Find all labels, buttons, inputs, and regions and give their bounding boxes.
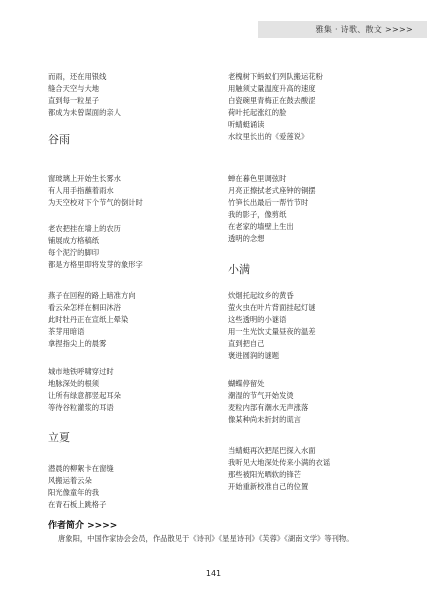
poem-line: 透明的念想	[228, 234, 265, 243]
section-heading-guyu: 谷雨	[48, 133, 70, 146]
poem-line: 直到每一粒星子	[48, 96, 100, 105]
poem-line: 潜晨的柳絮卡在窗缝	[48, 464, 114, 473]
poem-line: 阳光像童年的我	[48, 488, 100, 497]
header-text: 雅集 · 诗歌、散文 >>>>	[315, 25, 413, 34]
poem-line: 白瓷碗里青梅正在鼓去酸涩	[228, 96, 316, 105]
poem-line: 在青石板上跳格子	[48, 500, 107, 509]
poem-line: 都是方格里即将发芽的象形字	[48, 260, 143, 269]
poem-line: 当蜻蜓再次把尾巴探入水面	[228, 446, 316, 455]
poem-line: 褒进圆润的谜题	[228, 351, 280, 360]
poem-line: 麦粒内部有潮水无声涨落	[228, 403, 309, 412]
poem-line: 炊烟托起纹乡的黄昏	[228, 291, 294, 300]
poem-line: 这些透明的小谜语	[228, 315, 287, 324]
poem-line: 地脉深处的根须	[48, 379, 100, 388]
section-heading-xiaoman: 小满	[228, 263, 250, 276]
author-bio-text: 唐象阳，中国作家协会会员，作品散见于《诗刊》《星星诗刊》《芙蓉》《湖南文学》等刊物。	[58, 534, 354, 543]
poem-line: 为天空校对下个节气的倒计时	[48, 198, 143, 207]
poem-line: 此时牡丹正在宣纸上晕染	[48, 315, 129, 324]
poem-line: 铺展成方格稿纸	[48, 236, 100, 245]
poem-line: 用触须丈量温度升高的速度	[228, 84, 316, 93]
poem-line: 每个泥泞的脚印	[48, 248, 100, 257]
poem-line: 开始重新校准自己的位置	[228, 482, 309, 491]
poem-line: 拿捏指尖上的晨雾	[48, 339, 107, 348]
poem-line: 水纹里长出的《爱莲说》	[228, 132, 309, 141]
poem-line: 看云朵怎样在桐田沐浴	[48, 303, 121, 312]
poem-line: 燕子在回程的路上暗准方向	[48, 291, 136, 300]
author-bio-heading: 作者简介 >>>>	[48, 521, 118, 531]
poem-line: 萤火虫在叶片背面挂起灯谜	[228, 303, 316, 312]
section-heading-lixia: 立夏	[48, 431, 70, 444]
poem-line: 窗玻璃上开始生长雾水	[48, 174, 121, 183]
poem-line: 我的影子，像剪纸	[228, 210, 287, 219]
poem-line: 城市地铁呼啸穿过时	[48, 367, 114, 376]
poem-line: 荷叶托起涨红的脸	[228, 108, 287, 117]
poem-line: 直到把自己	[228, 339, 265, 348]
poem-line: 月亮正擦拭老式座钟的铜摆	[228, 186, 316, 195]
poem-line: 等待谷粒灌浆的耳语	[48, 403, 114, 412]
poem-line: 用一生光饮丈量昼夜的温差	[228, 327, 316, 336]
poem-line: 蝴蝶停留处	[228, 379, 265, 388]
poem-line: 像某种尚未折封的谎言	[228, 415, 301, 424]
poem-line: 而雨，还在用银线	[48, 72, 107, 81]
poem-line: 在老家的墙壁上生出	[228, 222, 294, 231]
poem-line: 老槐树下蚂蚁们列队搬运花粉	[228, 72, 323, 81]
poem-line: 竹笋长出最后一帮竹节时	[228, 198, 309, 207]
page-number: 141	[205, 569, 222, 578]
poem-line: 风搬运着云朵	[48, 476, 92, 485]
running-header	[258, 21, 427, 38]
poem-line: 有人用手指蘸着雨水	[48, 186, 114, 195]
poem-line: 都成为未曾谋面的亲人	[48, 108, 121, 117]
poem-line: 听蜻蜓诵读	[228, 120, 265, 129]
poem-line: 蝉在暮色里调弦时	[228, 174, 287, 183]
poem-line: 老农把挂在墙上的农历	[48, 224, 121, 233]
poem-line: 潮湿的节气开始发烫	[228, 391, 294, 400]
poem-line: 缝合天空与大地	[48, 84, 100, 93]
poem-line: 茶芽用暗语	[48, 327, 85, 336]
poem-line: 让所有绿意都竖起耳朵	[48, 391, 121, 400]
poem-line: 我听见大地深处传来小满的衣谣	[228, 458, 331, 467]
poem-line: 那些被阳光晒软的锋芒	[228, 470, 301, 479]
